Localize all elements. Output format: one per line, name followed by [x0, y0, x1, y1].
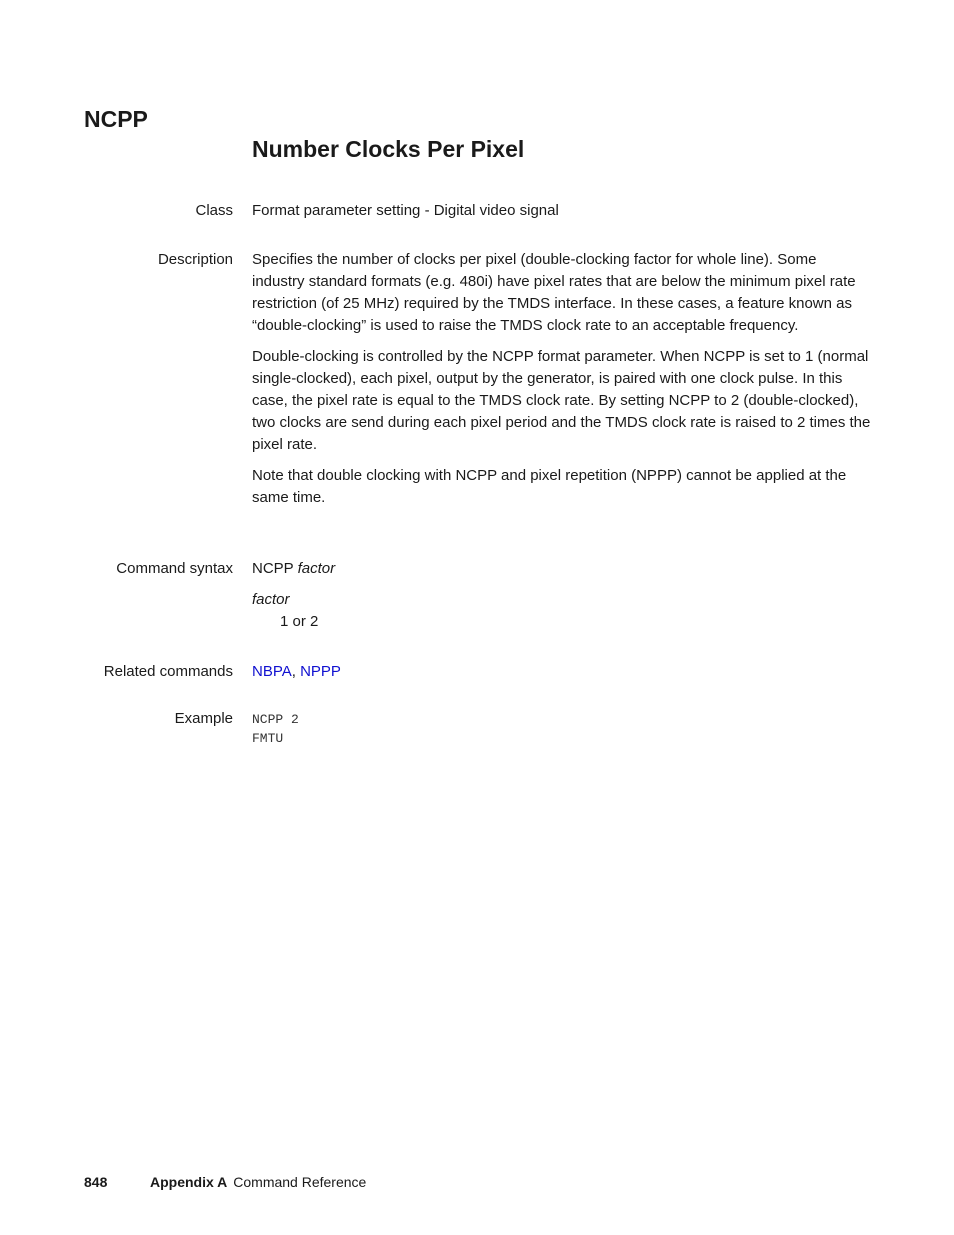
class-label: Class [195, 202, 233, 219]
description-paragraph-3: Note that double clocking with NCPP and pixel repetition (NPPP) cannot be applied at the same time. [252, 467, 847, 506]
page-number: 848 [84, 1174, 108, 1190]
param-name: factor [252, 591, 290, 608]
syntax-command: NCPP [252, 560, 294, 577]
footer-section: Command Reference [233, 1174, 367, 1190]
class-value [252, 200, 872, 222]
syntax-param: factor [297, 560, 336, 577]
description-body [252, 249, 872, 509]
related-separator: , [291, 663, 301, 680]
related-body [252, 661, 872, 683]
example-line-2: FMTU [252, 731, 284, 746]
footer-appendix: Appendix A [150, 1174, 228, 1190]
description-label: Description [157, 251, 233, 268]
description-paragraph-2: Double-clocking is controlled by the NCPP format parameter. When NCPP is set to 1 (normal single-clocked), each pixel, output by the generator, is paired with one clock pulse. In this case, the pixel rate is equal to the TMDS clock rate. By setting NCPP to 2 (double-clocked), two clocks are send during each pixel period and the TMDS clock rate is raised to 2 times the pixel rate. [252, 348, 871, 453]
example-label: Example [174, 710, 233, 727]
param-values: 1 or 2 [280, 613, 319, 630]
syntax-line [252, 558, 872, 580]
command-title: Number Clocks Per Pixel [252, 136, 525, 162]
syntax-label: Command syntax [116, 560, 233, 577]
description-paragraph-1: Specifies the number of clocks per pixel (double-clocking factor for whole line). Some industry standard formats (e.g. 480i) have pixel rates that are below the minimum pixel rate restriction (of 25 MHz) required by the TMDS interface. In these cases, a feature known as “double-clocking” is used to raise the TMDS clock rate to an acceptable frequency. [252, 251, 856, 334]
related-label: Related commands [103, 663, 233, 680]
command-name: NCPP [84, 106, 148, 132]
example-line-1: NCPP 2 [252, 712, 299, 727]
link-nbpa[interactable]: NBPA [252, 663, 292, 680]
example-code [252, 710, 299, 748]
class-text: Format parameter setting - Digital video signal [252, 202, 559, 219]
link-nppp[interactable]: NPPP [300, 663, 341, 680]
syntax-body [252, 558, 872, 633]
page-footer [84, 1172, 366, 1192]
